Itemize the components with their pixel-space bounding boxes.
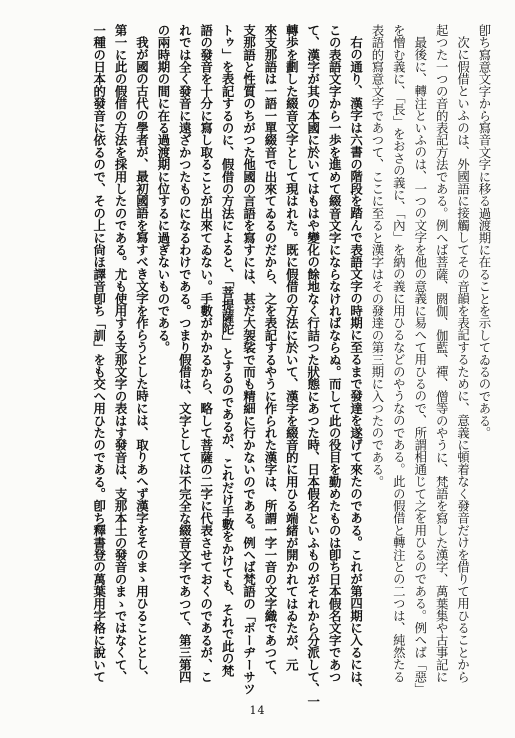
text-column: れでは全く發音に遠ざかつたものになるわけである。つまり假借は、文字としては不完全な綴音文字であつて、第三第四: [177, 24, 193, 683]
text-column: 右の通り、漢字は六書の階段を踏んで表語文字の時期に至るまで發達を遂げて來たのである。これが第四期に入るには、: [348, 36, 364, 695]
text-column: 起つた一つの音的表記方法である。例へば菩薩、閼伽、伽藍、禪、僧等のやうに、梵語を寫した漢字、萬葉集や古事記に: [434, 24, 450, 683]
text-column: 卽ち寫意文字から寫音文字に移る過渡期に在ることを示してゐるのである。: [477, 24, 492, 439]
text-column: 來支那語は一語一單綴音で出來てゐるのだから、之を表記するやうに作られた漢字は、所謂一字一音の文字織であつて、: [262, 24, 278, 683]
text-column: 我が國の古代の學者が、最初國語を寫すべき文字を作らうとした時には、取りあへず漢字をそのまゝ用ひることとし、: [134, 36, 150, 683]
text-column: 轉歩を劃した綴音文字として現はれた。既に假借の方法に於いて、漢字を綴音的に用ひる端緒が開かれてはゐたが、元: [284, 24, 300, 671]
text-column: 表語的寫意文字であつて、ここに至ると漢字はその發達の第三期に入つたのである。: [369, 24, 385, 488]
text-column: て、漢字が其の本國に於いてはもはや變化の餘地なく行詰つた狀態にあつた時、日本假名といふものがそれから分派して、一: [305, 24, 321, 708]
page-number: 14: [249, 704, 266, 717]
text-column: 最後に、轉注といふのは、一つの文字を他の意義に易へて用ひるので、所謂相通じて之を用ひるのである。例へば「惡」: [412, 36, 428, 695]
text-column: 支那語と性質のちがつた他國の言語を寫すには、甚だ大袈裟で而も精細に行かないのである。例へば梵語の「ボーヂーサツ: [241, 24, 257, 695]
text-column: 一種の日本的發音に依るので、その上に尙ほ譯音卽ち「訓」をも交へ用ひたのである。卽ち釋書登の萬葉用字格に說いて: [91, 24, 107, 683]
text-column: この表語文字から一歩を進めて綴音文字にならなければならぬ。而して此の役目を勤めたものは卽ち日本假名文字であつ: [327, 24, 343, 683]
text-column: 次に假借といふのは、外國語に接觸してその音韻を表記するために、意義に頓着なく發音だけを借りて用ひることから: [455, 36, 471, 683]
vertical-text-body: [88, 24, 495, 708]
text-column: の兩時期の間に在る過渡期に位するに過ぎないものである。: [155, 24, 171, 354]
text-column: 第一に此の假借の方法を採用したのである。尤も使用する支那文字の表はす發音は、支那本土の發音のまゝではなくて、: [113, 24, 129, 683]
text-column: を憎む義に、「長」をおさの義に、「內」を納の義に用ひるなどのやうなのである。此の假借と轉注との二つは、純然たる: [391, 24, 407, 683]
text-column: トゥ」を表記するのに、假借の方法によると、「菩提薩陀」とするのであるが、これだけ手數をかけても、それで此の梵: [220, 24, 236, 677]
text-column: 語の發音を十分に寫し取ることが出來てゐない。手數がかかるから、略して菩薩の二字に代表させておくのであるが、こ: [198, 24, 214, 683]
